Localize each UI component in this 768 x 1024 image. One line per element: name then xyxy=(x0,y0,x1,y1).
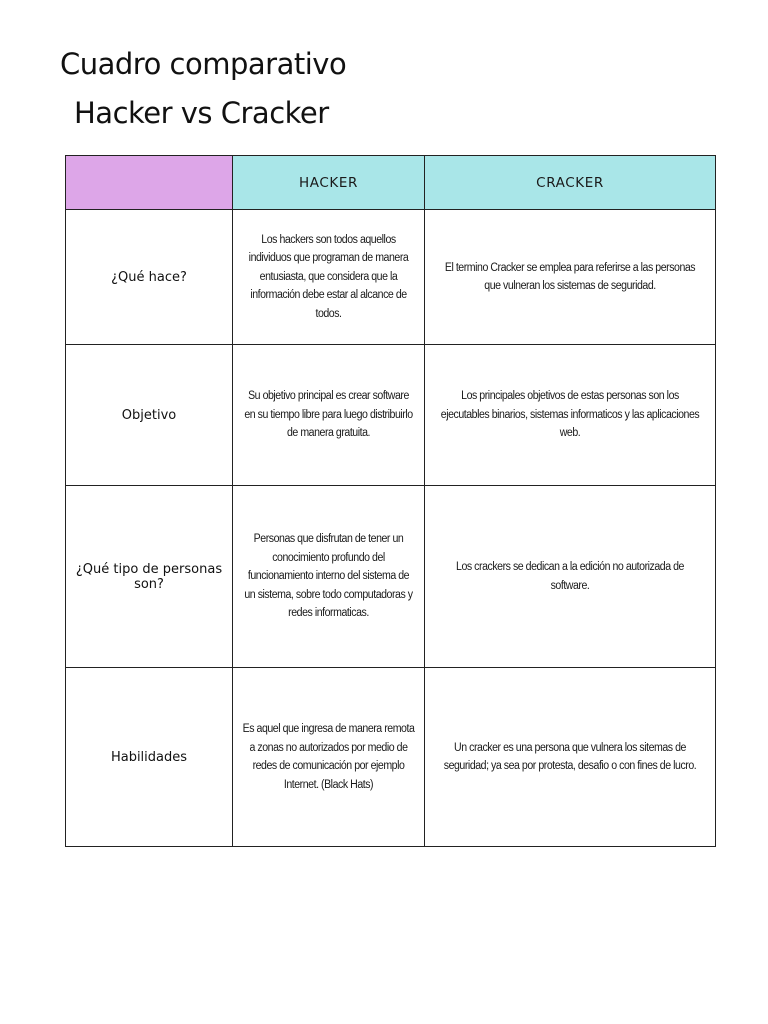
hacker-cell xyxy=(233,668,425,847)
table-row xyxy=(66,210,716,345)
row-label-habilidades: Habilidades xyxy=(66,668,233,847)
cracker-text: El termino Cracker se emplea para referirse a las personas que vulneran los sistemas de seguridad. xyxy=(444,261,696,292)
row-label-que-hace: ¿Qué hace? xyxy=(66,210,233,345)
row-label-objetivo: Objetivo xyxy=(66,345,233,486)
comparison-table xyxy=(65,155,716,847)
page-subtitle: Hacker vs Cracker xyxy=(74,96,329,130)
cracker-text: Los crackers se dedican a la edición no autorizada de software. xyxy=(456,561,684,592)
column-header-cracker: CRACKER xyxy=(425,156,716,210)
table-row xyxy=(66,345,716,486)
hacker-text: Su objetivo principal es crear software en su tiempo libre para luego distribuirlo de manera gratuita. xyxy=(244,390,413,440)
table-header-row xyxy=(66,156,716,210)
hacker-text: Es aquel que ingresa de manera remota a zonas no autorizados por medio de redes de comunicación por ejemplo Internet. (Black Hats) xyxy=(242,723,415,791)
column-header-hacker: HACKER xyxy=(233,156,425,210)
table-row xyxy=(66,486,716,668)
row-label-tipo-personas: ¿Qué tipo de personas son? xyxy=(66,486,233,668)
hacker-cell xyxy=(233,345,425,486)
hacker-cell xyxy=(233,210,425,345)
table-row xyxy=(66,668,716,847)
cracker-cell xyxy=(425,345,716,486)
header-corner-cell xyxy=(66,156,233,210)
cracker-text: Un cracker es una persona que vulnera los sitemas de seguridad; ya sea por protesta, desafio o con fines de lucro. xyxy=(443,741,697,772)
page-title: Cuadro comparativo xyxy=(60,47,347,81)
cracker-cell xyxy=(425,210,716,345)
hacker-cell xyxy=(233,486,425,668)
cracker-cell xyxy=(425,486,716,668)
hacker-text: Personas que disfrutan de tener un conocimiento profundo del funcionamiento interno del sistema de un sistema, sobre todo computadoras y redes informaticas. xyxy=(244,533,413,620)
cracker-cell xyxy=(425,668,716,847)
cracker-text: Los principales objetivos de estas personas son los ejecutables binarios, sistemas informaticos y las aplicaciones web. xyxy=(440,390,700,440)
hacker-text: Los hackers son todos aquellos individuos que programan de manera entusiasta, que considera que la información debe estar al alcance de todos. xyxy=(248,233,409,320)
